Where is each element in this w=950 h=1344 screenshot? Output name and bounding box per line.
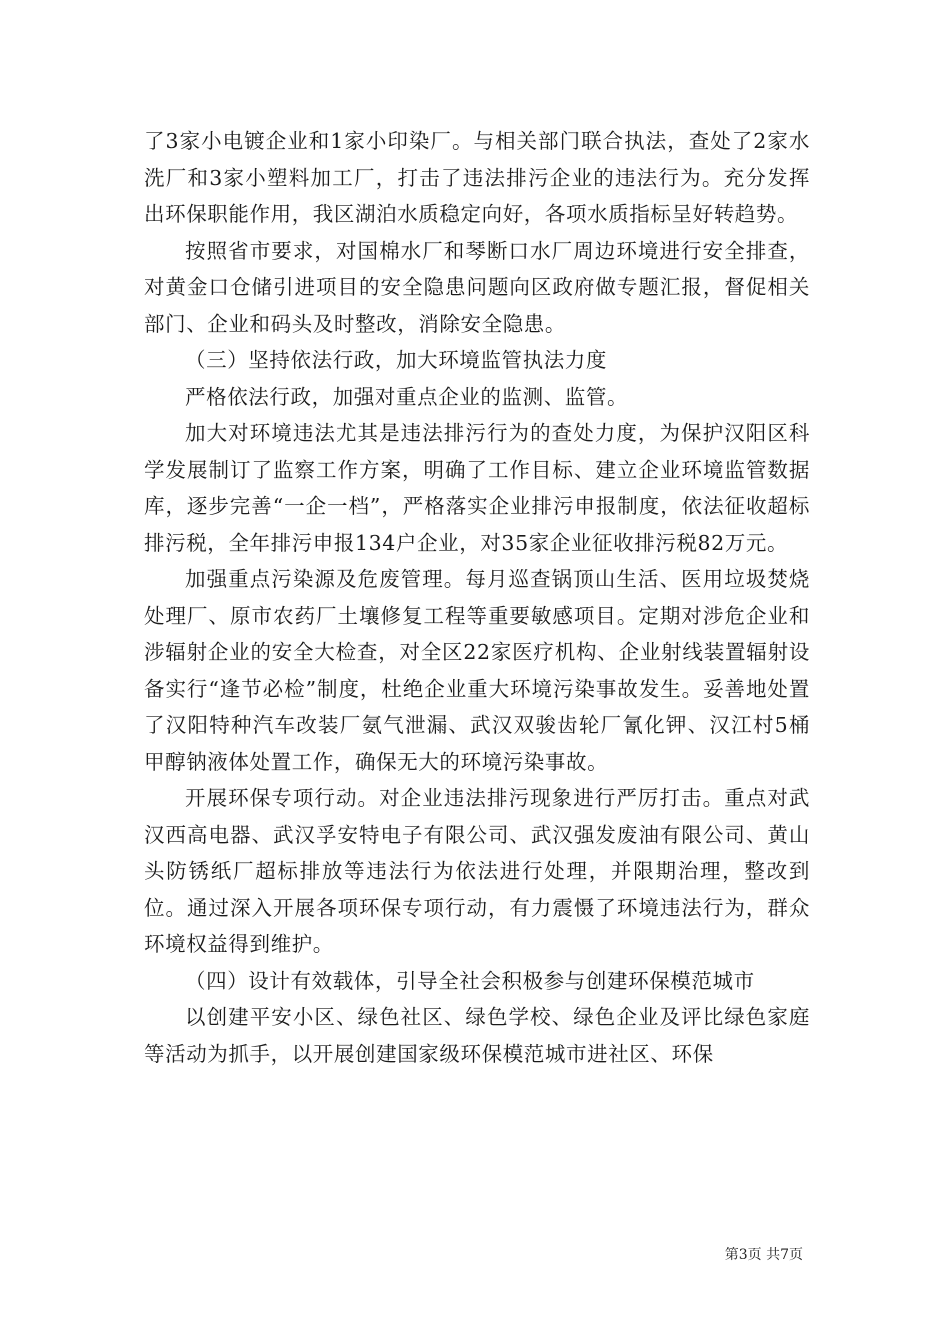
paragraph-safety-inspection: 按照省市要求，对国棉水厂和琴断口水厂周边环境进行安全排查，对黄金口仓储引进项目的安全隐患问题向区政府做专题汇报，督促相关部门、企业和码头及时整改，消除安全隐患。 [144,238,810,336]
paragraph-pollution-investigation: 加大对环境违法尤其是违法排污行为的查处力度，为保护汉阳区科学发展制订了监察工作方案，明确了工作目标、建立企业环境监管数据库，逐步完善“一企一档”，严格落实企业排污申报制度，依法征收超标排污税，全年排污申报134户企业，对35家企业征收排污税82万元。 [144,421,810,555]
paragraph-hazardous-waste: 加强重点污染源及危废管理。每月巡查锅顶山生活、医用垃圾焚烧处理厂、原市农药厂土壤修复工程等重要敏感项目。定期对涉危企业和涉辐射企业的安全大检查，对全区22家医疗机构、企业射线装置辐射设备实行“逢节必检”制度，杜绝企业重大环境污染事故发生。妥善地处置了汉阳特种汽车改装厂氨气泄漏、武汉双骏齿轮厂氰化钾、汉江村5桶甲醇钠液体处置工作，确保无大的环境污染事故。 [144,567,810,774]
page-number: 第3页 共7页 [724,1247,803,1263]
paragraph-special-action: 开展环保专项行动。对企业违法排污现象进行严厉打击。重点对武汉西高电器、武汉孚安特电子有限公司、武汉强发废油有限公司、黄山头防锈纸厂超标排放等违法行为依法进行处理，并限期治理，整改到位。通过深入开展各项环保专项行动，有力震慑了环境违法行为，群众环境权益得到维护。 [144,786,810,956]
section-heading-3: （三）坚持依法行政，加大环境监管执法力度 [185,348,607,372]
paragraph-strict-enforcement: 严格依法行政，加强对重点企业的监测、监管。 [185,384,629,409]
paragraph-water-enforcement: 了3家小电镀企业和1家小印染厂。与相关部门联合执法，查处了2家水洗厂和3家小塑料加工厂，打击了违法排污企业的违法行为。充分发挥出环保职能作用，我区湖泊水质稳定向好，各项水质指标呈好转趋势。 [144,129,810,226]
document-body [144,123,810,1072]
paragraph-green-activities: 以创建平安小区、绿色社区、绿色学校、绿色企业及评比绿色家庭等活动为抓手，以开展创建国家级环保模范城市进社区、环保 [144,1005,810,1066]
section-heading-4: （四）设计有效载体，引导全社会积极参与创建环保模范城市 [185,968,755,993]
